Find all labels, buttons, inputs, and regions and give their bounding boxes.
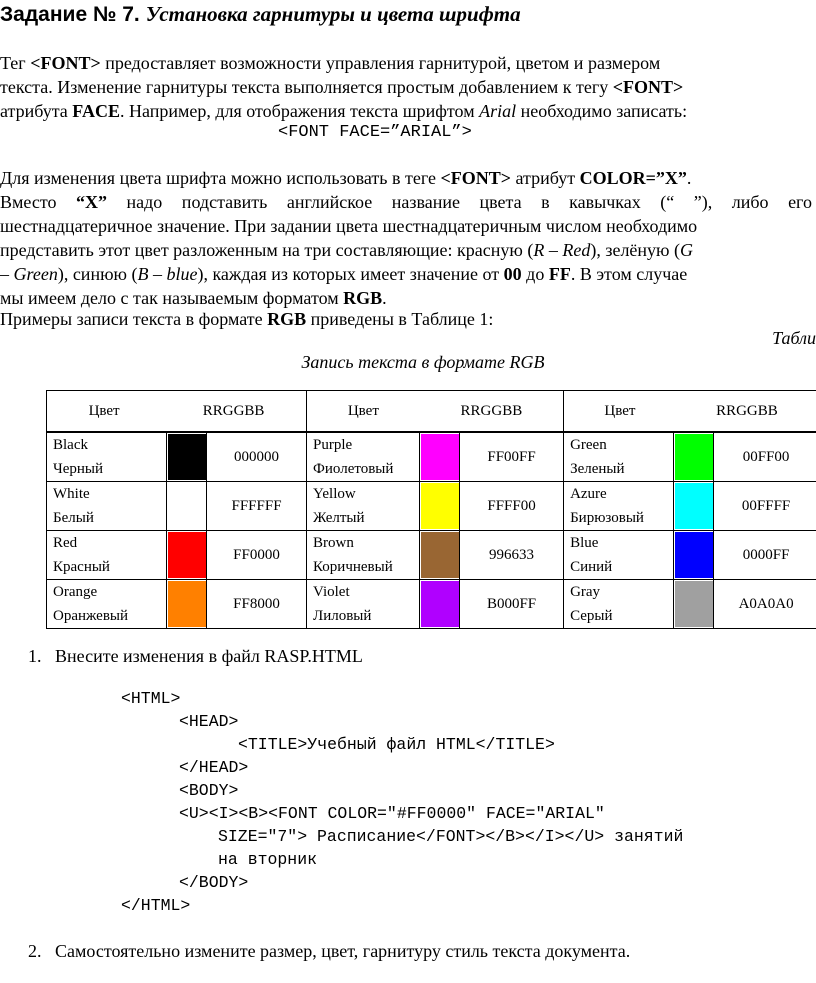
color-name-ru: Красный xyxy=(53,559,110,575)
color-name-en: Gray xyxy=(570,584,601,600)
color-name-en: Orange xyxy=(53,584,98,600)
text-run: . xyxy=(382,288,387,308)
color-name-cell xyxy=(307,432,420,482)
color-swatch-cell xyxy=(167,531,207,580)
color-swatch xyxy=(421,532,459,578)
text-run-bold: COLOR=”X” xyxy=(579,168,687,188)
color-swatch-cell xyxy=(674,531,714,580)
color-name-cell xyxy=(307,580,420,629)
color-swatch-cell xyxy=(167,482,207,531)
color-swatch xyxy=(675,434,713,480)
color-swatch xyxy=(168,483,206,529)
code-line: SIZE="7"> Расписание</FONT></B></I></U> занятий xyxy=(218,827,684,846)
color-name-en: Green xyxy=(570,437,607,453)
hex-code-cell: 996633 xyxy=(460,531,564,580)
text-run: до xyxy=(521,264,549,284)
para3 xyxy=(0,307,812,331)
color-name-cell xyxy=(564,432,674,482)
color-swatch xyxy=(675,532,713,578)
color-name-ru: Черный xyxy=(53,461,104,477)
table-row xyxy=(47,482,816,531)
text-run-bold: FF xyxy=(548,264,571,284)
table-caption: Запись текста в формате RGB xyxy=(301,352,545,372)
table-label: Табли xyxy=(772,328,816,348)
code-line: <HEAD> xyxy=(179,712,239,731)
text-run-bold: <FONT> xyxy=(612,77,684,97)
color-swatch xyxy=(168,532,206,578)
step-text: Внесите изменения в файл RASP.HTML xyxy=(55,646,363,666)
color-swatch xyxy=(421,581,459,627)
color-name-ru: Бирюзовый xyxy=(570,510,644,526)
text-run: Для изменения цвета шрифта можно использовать в теге xyxy=(0,168,441,188)
color-name-cell xyxy=(564,580,674,629)
header-code: RRGGBB xyxy=(716,402,778,419)
color-name-cell xyxy=(564,482,674,531)
hex-code-cell: FF8000 xyxy=(207,580,307,629)
task-number: Задание № 7. xyxy=(0,3,140,26)
text-run: ), синюю ( xyxy=(57,264,138,284)
text-run: . xyxy=(686,168,692,188)
color-name-ru: Коричневый xyxy=(313,559,393,575)
hex-code-cell: 00FF00 xyxy=(714,432,816,482)
color-swatch xyxy=(421,483,459,529)
rgb-table-body xyxy=(47,432,816,629)
code-line: <U><I><B><FONT COLOR="#FF0000" FACE="ARIAL" xyxy=(179,804,605,823)
code-line: </HTML> xyxy=(121,896,191,915)
color-swatch xyxy=(168,581,206,627)
color-swatch-cell xyxy=(167,580,207,629)
color-name-ru: Фиолетовый xyxy=(313,461,394,477)
text-run-italic: B – blue xyxy=(137,264,198,284)
header-color: Цвет xyxy=(88,402,120,419)
step-number: 1. xyxy=(28,646,42,666)
text-run-bold: RGB xyxy=(343,288,383,308)
color-name-en: Red xyxy=(53,535,78,551)
color-name-en: Yellow xyxy=(313,486,356,502)
code-line: <HTML> xyxy=(121,689,181,708)
color-swatch xyxy=(675,581,713,627)
hex-code-cell: FFFFFF xyxy=(207,482,307,531)
color-name-cell xyxy=(47,482,167,531)
color-name-en: Violet xyxy=(313,584,350,600)
text-run: Вместо xyxy=(0,192,76,212)
color-name-en: Blue xyxy=(570,535,599,551)
text-run-italic: G xyxy=(679,240,693,260)
text-run: мы имеем дело с так называемым форматом xyxy=(0,288,344,308)
color-swatch-cell xyxy=(674,580,714,629)
color-swatch-cell xyxy=(420,531,460,580)
step-1 xyxy=(28,646,363,667)
color-name-ru: Синий xyxy=(570,559,613,575)
hex-code-cell: B000FF xyxy=(460,580,564,629)
code-line: </BODY> xyxy=(179,873,249,892)
step-number: 2. xyxy=(28,941,42,961)
color-name-cell xyxy=(564,531,674,580)
text-run-bold: FACE xyxy=(72,101,120,121)
text-run: . В этом случае xyxy=(570,264,688,284)
header-code: RRGGBB xyxy=(460,402,523,419)
code-line: <TITLE>Учебный файл HTML</TITLE> xyxy=(238,735,555,754)
table-header-group xyxy=(47,391,307,433)
text-run: Примеры записи текста в формате xyxy=(0,309,268,329)
color-name-cell xyxy=(47,580,167,629)
color-swatch-cell xyxy=(167,432,207,482)
text-run: Тег xyxy=(0,53,31,73)
para1-line2 xyxy=(0,75,812,99)
text-run-bold: <FONT> xyxy=(30,53,101,73)
color-swatch xyxy=(675,483,713,529)
para1-line3 xyxy=(0,99,812,123)
color-swatch-cell xyxy=(420,580,460,629)
font-face-example: <FONT FACE=”ARIAL”> xyxy=(278,123,472,142)
color-swatch-cell xyxy=(674,432,714,482)
text-run-italic: – Green xyxy=(0,264,58,284)
para2-line2 xyxy=(0,190,812,214)
color-name-ru: Оранжевый xyxy=(53,608,129,624)
text-run: . Например, для отображения текста шрифтом xyxy=(119,101,480,121)
color-name-ru: Серый xyxy=(570,608,613,624)
hex-code-cell: A0A0A0 xyxy=(714,580,816,629)
table-header-group xyxy=(307,391,564,433)
text-run-italic: R – Red xyxy=(533,240,591,260)
table-row xyxy=(47,531,816,580)
color-name-ru: Лиловый xyxy=(313,608,372,624)
color-name-en: White xyxy=(53,486,90,502)
table-row xyxy=(47,432,816,482)
text-run: ), зелёную ( xyxy=(590,240,680,260)
color-name-cell xyxy=(47,432,167,482)
color-name-en: Brown xyxy=(313,535,354,551)
color-swatch-cell xyxy=(420,482,460,531)
color-name-ru: Желтый xyxy=(313,510,365,526)
step-text: Самостоятельно измените размер, цвет, гарнитуру стиль текста документа. xyxy=(55,941,631,961)
text-run: атрибута xyxy=(0,101,73,121)
color-swatch-cell xyxy=(674,482,714,531)
text-run: текста. Изменение гарнитуры текста выполняется простым добавлением к тегу xyxy=(0,77,613,97)
text-run: предоставляет возможности управления гарнитурой, цветом и размером xyxy=(100,53,661,73)
text-run: необходимо записать: xyxy=(516,101,688,121)
hex-code-cell: FF0000 xyxy=(207,531,307,580)
text-run-bold: <FONT> xyxy=(440,168,511,188)
color-swatch xyxy=(168,434,206,480)
para1-line1 xyxy=(0,51,812,75)
rgb-table xyxy=(46,390,816,629)
code-line: на вторник xyxy=(218,850,318,869)
text-run: надо подставить английское название цвета в кавычках (“ ”), либо его xyxy=(106,192,812,212)
text-run: атрибут xyxy=(511,168,580,188)
text-run-italic: Arial xyxy=(479,101,517,121)
header-code: RRGGBB xyxy=(202,402,265,419)
text-run: приведены в Таблице 1: xyxy=(306,309,494,329)
color-name-cell xyxy=(47,531,167,580)
para2-line3: шестнадцатеричное значение. При задании цвета шестнадцатеричным числом необходимо xyxy=(0,216,698,236)
color-swatch xyxy=(421,434,459,480)
task-name: Установка гарнитуры и цвета шрифта xyxy=(145,2,521,26)
para2-line4 xyxy=(0,238,812,262)
color-swatch-cell xyxy=(420,432,460,482)
header-color: Цвет xyxy=(347,402,379,419)
code-line: <BODY> xyxy=(179,781,239,800)
hex-code-cell: FF00FF xyxy=(460,432,564,482)
text-run: представить этот цвет разложенным на три составляющие: красную ( xyxy=(0,240,534,260)
color-name-ru: Зеленый xyxy=(570,461,625,477)
color-name-ru: Белый xyxy=(53,510,94,526)
para2-line5 xyxy=(0,262,812,286)
step-2 xyxy=(28,941,630,962)
color-name-en: Black xyxy=(53,437,88,453)
table-header-group xyxy=(564,391,816,433)
hex-code-cell: 0000FF xyxy=(714,531,816,580)
text-run: ), каждая из которых имеет значение от xyxy=(197,264,504,284)
hex-code-cell: FFFF00 xyxy=(460,482,564,531)
code-line: </HEAD> xyxy=(179,758,249,777)
color-name-cell xyxy=(307,482,420,531)
table-row xyxy=(47,580,816,629)
color-name-cell xyxy=(307,531,420,580)
text-run-bold: 00 xyxy=(503,264,522,284)
header-color: Цвет xyxy=(604,402,636,419)
color-name-en: Purple xyxy=(313,437,353,453)
para2-line1 xyxy=(0,166,812,190)
hex-code-cell: 00FFFF xyxy=(714,482,816,531)
hex-code-cell: 000000 xyxy=(207,432,307,482)
color-name-en: Azure xyxy=(570,486,607,502)
text-run-bold: “X” xyxy=(75,192,107,212)
text-run-bold: RGB xyxy=(267,309,307,329)
table-header-row xyxy=(47,391,816,433)
task-title xyxy=(0,2,521,27)
